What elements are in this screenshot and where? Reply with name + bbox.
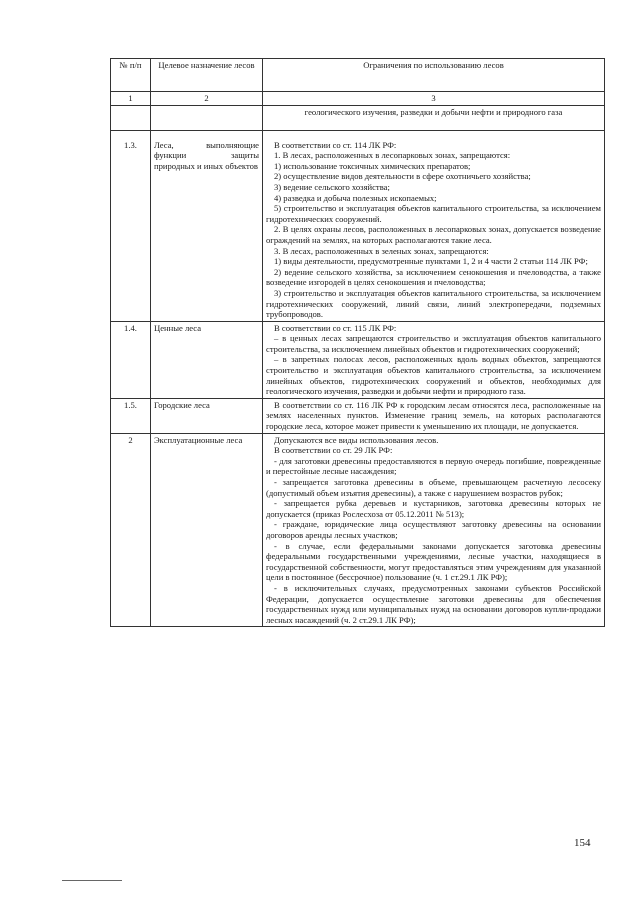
- row-purpose: Эксплуатационные леса: [151, 433, 263, 627]
- restriction-line: 3) строительство и эксплуатация объектов капитального строительства, за исключением гидротехнических сооружений, линий связи, линий электропередачи, подземных трубопроводов.: [266, 287, 601, 320]
- restriction-line: 2) осуществление видов деятельности в сфере охотничьего хозяйства;: [274, 171, 531, 182]
- row-purpose: Леса, выполняющие функции защиты природных и иных объектов: [151, 130, 263, 321]
- restriction-line: Допускаются все виды использования лесов.: [274, 434, 439, 445]
- table-row: [111, 130, 605, 321]
- row-number: 2: [111, 433, 151, 627]
- restriction-line: В соответствии со ст. 114 ЛК РФ:: [274, 139, 397, 150]
- restriction-line: В соответствии со ст. 116 ЛК РФ к городским лесам относятся леса, расположенные на землях населенных пунктов. Изменение границ земель, на которых располагаются городские леса, которое может привести к уменьшению их площади, не допускается.: [266, 399, 601, 432]
- continuation-row: [111, 105, 605, 130]
- restriction-line: 2) ведение сельского хозяйства, за исключением сенокошения и пчеловодства, а также возведение изгородей в целях сенокошения и пчеловодства;: [266, 266, 601, 288]
- restriction-line: 1. В лесах, расположенных в лесопарковых зонах, запрещаются:: [274, 150, 511, 161]
- restriction-line: 1) виды деятельности, предусмотренные пунктами 1, 2 и 4 части 2 статьи 114 ЛК РФ;: [274, 256, 588, 267]
- restriction-line: В соответствии со ст. 29 ЛК РФ:: [274, 445, 393, 456]
- restriction-line: - для заготовки древесины предоставляются в первую очередь погибшие, поврежденные и перестойные лесные насаждения;: [266, 455, 601, 477]
- page-number: 154: [574, 837, 591, 849]
- table-header-row: [111, 59, 605, 92]
- restriction-line: – в запретных полосах лесов, расположенных вдоль водных объектов, запрещаются строительство и эксплуатация объектов капитального строительства, за исключением линейных объектов, гидротехнических сооружений и объектов, необходимых для геологического изучения, разведки и добычи нефти и природного газа.: [266, 354, 601, 397]
- restriction-line: В соответствии со ст. 115 ЛК РФ:: [274, 322, 397, 333]
- restriction-line: 2. В целях охраны лесов, расположенных в лесопарковых зонах, допускается возведение ограждений на землях, на которых располагаются такие леса.: [266, 224, 601, 245]
- footer-divider: [62, 880, 122, 881]
- column-number-3: 3: [263, 92, 605, 106]
- continuation-text: геологического изучения, разведки и добычи нефти и природного газа: [263, 105, 605, 130]
- restriction-line: - в случае, если федеральными законами допускается заготовка древесины федеральными государственными учреждениями, лесные участки, находящиеся в государственной собственности, могут предоставляться этим учреждениям для указанной цели в постоянное (бессрочное) пользование (ч. 1 ст.29.1 ЛК РФ);: [266, 540, 601, 583]
- restriction-line: 1) использование токсичных химических препаратов;: [274, 160, 471, 171]
- row-number: 1.5.: [111, 398, 151, 433]
- restriction-line: 4) разведка и добыча полезных ископаемых;: [274, 192, 437, 203]
- row-restrictions: [263, 433, 605, 627]
- row-purpose: Городские леса: [151, 398, 263, 433]
- restriction-line: 3) ведение сельского хозяйства;: [274, 181, 390, 192]
- row-purpose: Ценные леса: [151, 321, 263, 398]
- header-purpose: Целевое назначение лесов: [151, 59, 263, 92]
- restriction-line: - запрещается рубка деревьев и кустарников, заготовка древесины которых не допускается (приказ Рослесхоза от 05.12.2011 № 513);: [266, 498, 601, 519]
- column-number-1: 1: [111, 92, 151, 106]
- table-row: [111, 398, 605, 433]
- restrictions-table: [110, 58, 605, 627]
- row-number: 1.4.: [111, 321, 151, 398]
- restriction-line: - граждане, юридические лица осуществляют заготовку древесины на основании договоров аренды лесных участков;: [266, 519, 601, 540]
- column-number-2: 2: [151, 92, 263, 106]
- header-restrictions: Ограничения по использованию лесов: [263, 59, 605, 92]
- row-number: 1.3.: [111, 130, 151, 321]
- header-number: № п/п: [111, 59, 151, 92]
- table-row: [111, 321, 605, 398]
- row-restrictions: [263, 398, 605, 433]
- row-restrictions: [263, 130, 605, 321]
- restriction-line: 5) строительство и эксплуатация объектов капитального строительства, за исключением гидротехнических сооружений.: [266, 203, 601, 224]
- row-restrictions: [263, 321, 605, 398]
- restriction-line: - в исключительных случаях, предусмотренных законами субъектов Российской Федерации, допускается осуществление заготовки древесины для обеспечения государственных нужд или муниципальных нужд на основании договоров купли-продажи лесных насаждений (ч. 2 ст.29.1 ЛК РФ);: [266, 582, 601, 625]
- column-number-row: [111, 92, 605, 106]
- restriction-line: – в ценных лесах запрещаются строительство и эксплуатация объектов капитального строительства, за исключением линейных объектов и гидротехнических сооружений;: [266, 333, 601, 354]
- table-row: [111, 433, 605, 627]
- restriction-line: - запрещается заготовка древесины в объеме, превышающем расчетную лесосеку (допустимый объем изъятия древесины), а также с нарушением возрастов рубок;: [266, 477, 601, 498]
- restriction-line: 3. В лесах, расположенных в зеленых зонах, запрещаются:: [274, 245, 489, 256]
